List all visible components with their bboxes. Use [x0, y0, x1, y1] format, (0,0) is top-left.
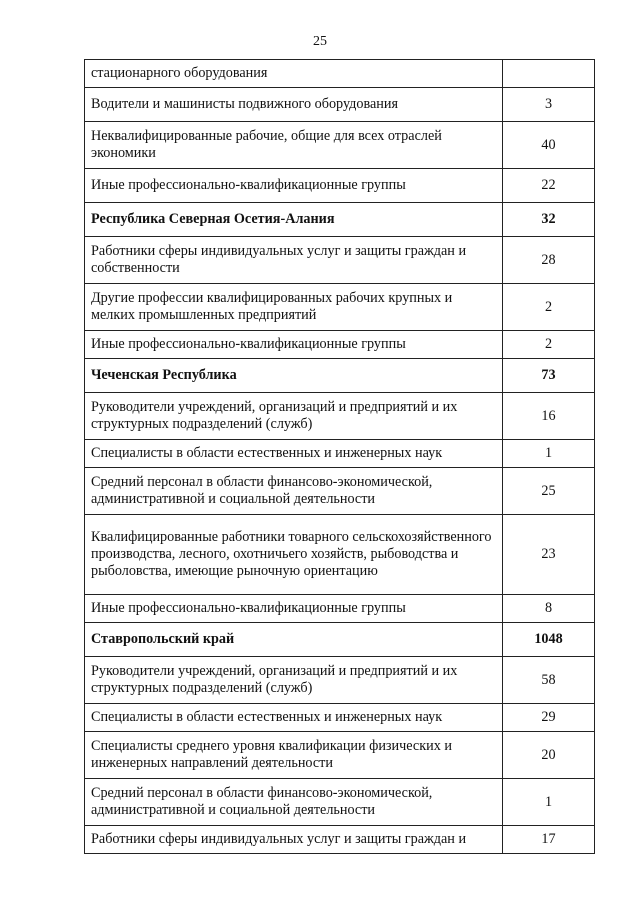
- region-row: [85, 623, 595, 657]
- row-label: Работники сферы индивидуальных услуг и защиты граждан и собственности: [85, 237, 503, 284]
- region-row: [85, 359, 595, 393]
- table-row: [85, 440, 595, 468]
- region-name: Чеченская Республика: [85, 359, 503, 393]
- row-label: Квалифицированные работники товарного сельскохозяйственного производства, лесного, охотничьего хозяйств, рыбоводства и рыболовства, имеющие рыночную ориентацию: [85, 515, 503, 595]
- region-total: 73: [503, 359, 595, 393]
- row-value: 16: [503, 393, 595, 440]
- table-row: [85, 732, 595, 779]
- row-value: 20: [503, 732, 595, 779]
- region-name: Республика Северная Осетия-Алания: [85, 203, 503, 237]
- table-row: [85, 393, 595, 440]
- row-value: 1: [503, 440, 595, 468]
- table-row: [85, 122, 595, 169]
- table-row: [85, 826, 595, 854]
- region-total: 1048: [503, 623, 595, 657]
- row-value: 8: [503, 595, 595, 623]
- table-row: [85, 779, 595, 826]
- table-row: [85, 657, 595, 704]
- row-label: Другие профессии квалифицированных рабочих крупных и мелких промышленных предприятий: [85, 284, 503, 331]
- row-label: Иные профессионально-квалификационные группы: [85, 595, 503, 623]
- table-row: [85, 595, 595, 623]
- table-row: [85, 169, 595, 203]
- row-label: Неквалифицированные рабочие, общие для всех отраслей экономики: [85, 122, 503, 169]
- row-label: Водители и машинисты подвижного оборудования: [85, 88, 503, 122]
- row-label: Средний персонал в области финансово-экономической, административной и социальной деятельности: [85, 468, 503, 515]
- row-value: 28: [503, 237, 595, 284]
- row-label: Руководители учреждений, организаций и предприятий и их структурных подразделений (служб): [85, 657, 503, 704]
- row-label: Специалисты в области естественных и инженерных наук: [85, 704, 503, 732]
- row-label: Руководители учреждений, организаций и предприятий и их структурных подразделений (служб): [85, 393, 503, 440]
- region-name: Ставропольский край: [85, 623, 503, 657]
- row-value: 2: [503, 331, 595, 359]
- table-row: [85, 331, 595, 359]
- quota-table: [84, 59, 595, 854]
- row-label: Средний персонал в области финансово-экономической, административной и социальной деятельности: [85, 779, 503, 826]
- row-value: 1: [503, 779, 595, 826]
- region-total: 32: [503, 203, 595, 237]
- table-row: [85, 237, 595, 284]
- row-value: [503, 60, 595, 88]
- row-label: Специалисты среднего уровня квалификации физических и инженерных направлений деятельности: [85, 732, 503, 779]
- row-value: 58: [503, 657, 595, 704]
- page-number: 25: [313, 34, 327, 49]
- row-label: Работники сферы индивидуальных услуг и защиты граждан и: [85, 826, 503, 854]
- row-label: Иные профессионально-квалификационные группы: [85, 331, 503, 359]
- row-label: Специалисты в области естественных и инженерных наук: [85, 440, 503, 468]
- row-value: 22: [503, 169, 595, 203]
- row-label: стационарного оборудования: [85, 60, 503, 88]
- row-label: Иные профессионально-квалификационные группы: [85, 169, 503, 203]
- table-row: [85, 284, 595, 331]
- table-row: [85, 468, 595, 515]
- table-row: [85, 704, 595, 732]
- table-row: [85, 515, 595, 595]
- table-row: [85, 88, 595, 122]
- row-value: 3: [503, 88, 595, 122]
- row-value: 23: [503, 515, 595, 595]
- row-value: 25: [503, 468, 595, 515]
- row-value: 40: [503, 122, 595, 169]
- row-value: 2: [503, 284, 595, 331]
- region-row: [85, 203, 595, 237]
- row-value: 29: [503, 704, 595, 732]
- table-row: [85, 60, 595, 88]
- row-value: 17: [503, 826, 595, 854]
